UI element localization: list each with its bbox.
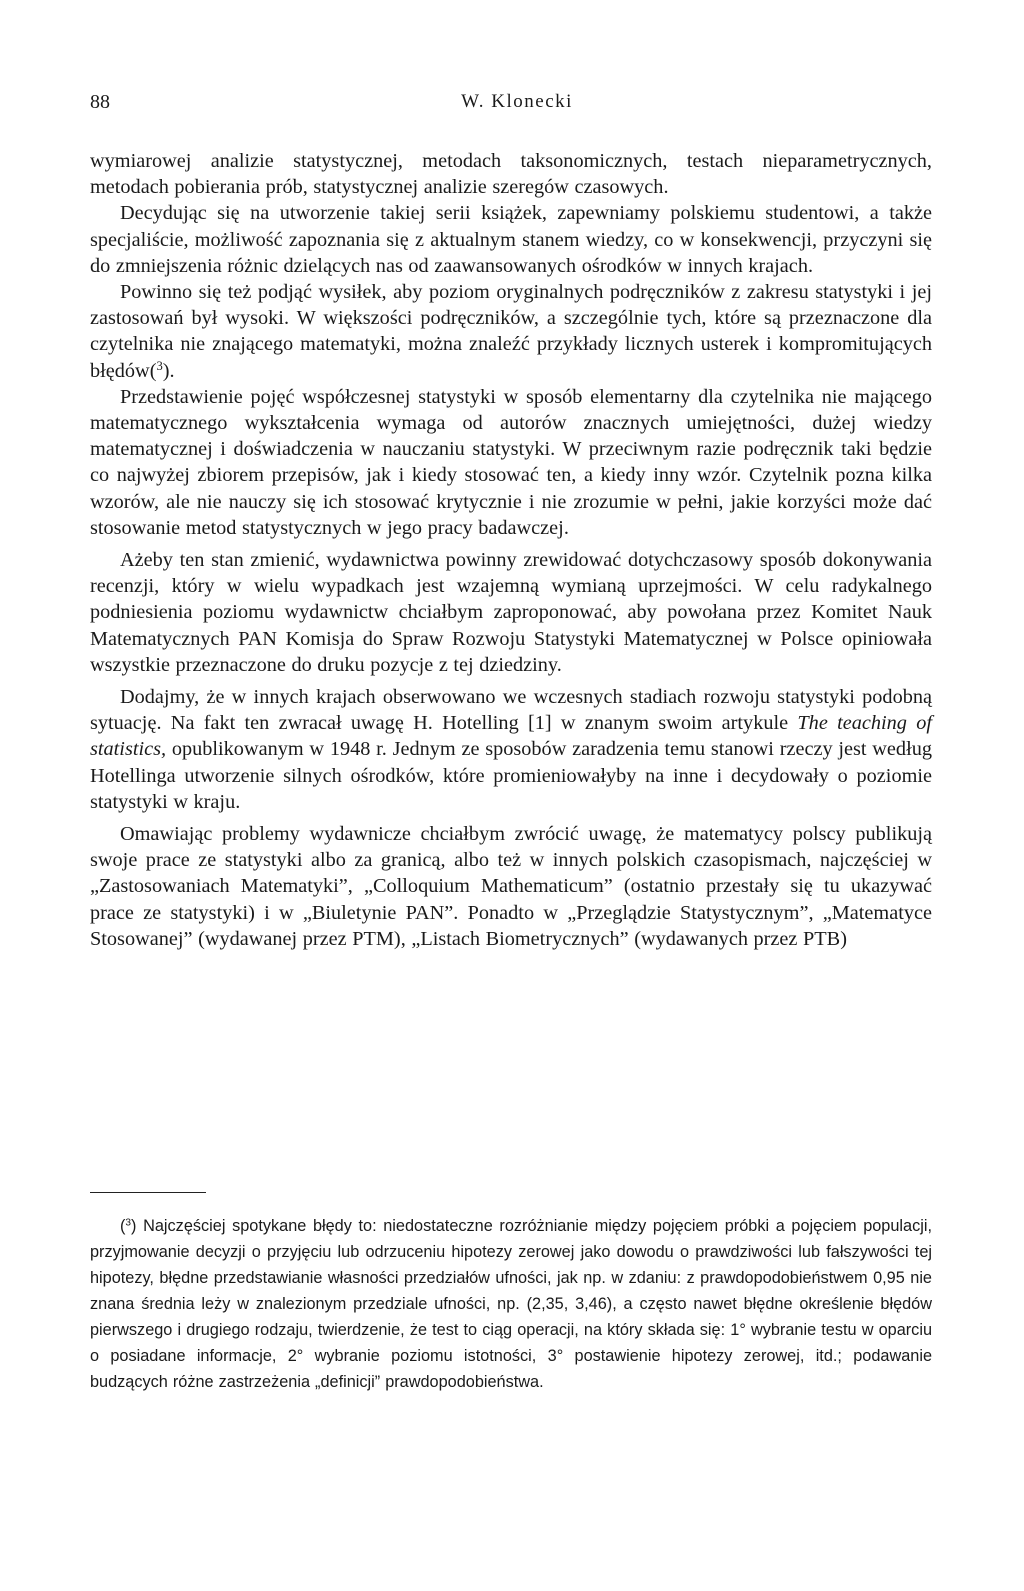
paragraph-text: Dodajmy, że w innych krajach obserwowano we wczesnych stadiach rozwoju statystyki podobną sytuację. Na fakt ten zwracał uwagę H. Hotelling [1] w znanym swoim artykule <box>90 686 932 735</box>
paragraph-text: . <box>169 359 175 382</box>
page-header <box>90 91 932 121</box>
footnote-marker: ($^3$) <box>120 1217 137 1235</box>
paragraph: Ażeby ten stan zmienić, wydawnictwa powinny zrewidować dotychczasowy sposób dokonywania recenzji, który w wielu wypadkach jest wzajemną wymianą uprzejmości. W celu radykalnego podniesienia poziomu wydawnictw chciałbym zaproponować, aby powołana przez Komitet Nauk Matematycznych PAN Komisja do Spraw Rozwoju Statystyki Matematycznej w Polsce opiniowała wszystkie przeznaczone do druku pozycje z tej dziedziny. <box>90 549 932 676</box>
footnote-reference[interactable]: ($^3$) <box>149 358 170 382</box>
paragraph: Przedstawienie pojęć współczesnej statystyki w sposób elementarny dla czytelnika nie mającego matematycznego wykształcenia wymaga od autorów znacznych umiejętności, dużej wiedzy matematycznej i doświadczenia w nauczaniu statystyki. W przeciwnym razie podręcznik taki będzie co najwyżej zbiorem przepisów, jak i kiedy stosować ten, a kiedy inny wzór. Czytelnik pozna kilka wzorów, ale nie nauczy się ich stosować krytycznie i nie zrozumie w pełni, jakie korzyści może dać stosowanie metod statystycznych w jego pracy badawczej. <box>90 385 932 539</box>
paragraph: wymiarowej analizie statystycznej, metodach taksonomicznych, testach nieparametrycznych, metodach pobierania prób, statystycznej analizie szeregów czasowych. <box>90 150 932 199</box>
running-head-author: W. Klonecki <box>461 91 573 112</box>
footnotes <box>90 1213 932 1395</box>
paragraph <box>90 684 932 815</box>
footnote-reference-number: 3 <box>156 358 163 373</box>
paragraph-text: Powinno się też podjąć wysiłek, aby poziom oryginalnych podręczników z zakresu statystyki i jej zastosowań był wysoki. W większości podręczników, a szczególnie tych, które są przeznaczone dla czytelnika nie znającego matematyki, można znaleźć przykłady licznych usterek i kompromitujących błędów <box>90 281 932 382</box>
paragraph-text: opublikowanym w 1948 r. Jednym ze sposobów zaradzenia temu stanowi rzeczy jest według Hotellinga utworzenie silnych ośrodków, które promieniowałyby na inne i decydowały o poziomie statystyki w kraju. <box>90 738 932 813</box>
page-number: 88 <box>90 91 110 113</box>
paragraph: Omawiając problemy wydawnicze chciałbym zwrócić uwagę, że matematycy polscy publikują swoje prace ze statystyki albo za granicą, albo też w innych polskich czasopismach, najczęściej w „Zastosowaniach Matematyki”, „Colloquium Mathematicum” (ostatnio przestały się tu ukazywać prace ze statystyki) i w „Biuletynie PAN”. Ponadto w „Przeglądzie Statystycznym”, „Matematyce Stosowanej” (wydawanej przez PTM), „Listach Biometrycznych” (wydawanych przez PTB) <box>90 823 932 950</box>
footnote <box>90 1213 932 1395</box>
body-text <box>90 148 932 952</box>
paragraph <box>90 279 932 384</box>
paragraph: Decydując się na utworzenie takiej serii książek, zapewniamy polskiemu studentowi, a także specjaliście, możliwość zapoznania się z aktualnym stanem wiedzy, co w konsekwencji, przyczyni się do zmniejszenia różnic dzielących nas od zaawansowanych ośrodków w innych krajach. <box>90 202 932 277</box>
footnote-separator <box>90 1192 206 1193</box>
footnote-text: Najczęściej spotykane błędy to: niedostateczne rozróżnianie między pojęciem próbki a pojęciem populacji, przyjmowanie decyzji o przyjęciu lub odrzuceniu hipotezy zerowej jako dowodu o prawdziwości lub fałszywości tej hipotezy, błędne przedstawianie własności przedziałów ufności, jak np. w zdaniu: z prawdopodobieństwem 0,95 nie znana średnia leży w znalezionym przedziale ufności, np. (2,35, 3,46), a często nawet błędne określenie błędów pierwszego i drugiego rodzaju, twierdzenie, że test to ciąg operacji, na który składa się: 1° wybranie testu w oparciu o posiadane informacje, 2° wybranie poziomu istotności, 3° postawienie hipotezy zerowej, itd.; podawanie budzących różne zastrzeżenia „definicji” prawdopodobieństwa. <box>90 1217 932 1391</box>
cited-article-title: The teaching of statistics, <box>90 712 932 761</box>
